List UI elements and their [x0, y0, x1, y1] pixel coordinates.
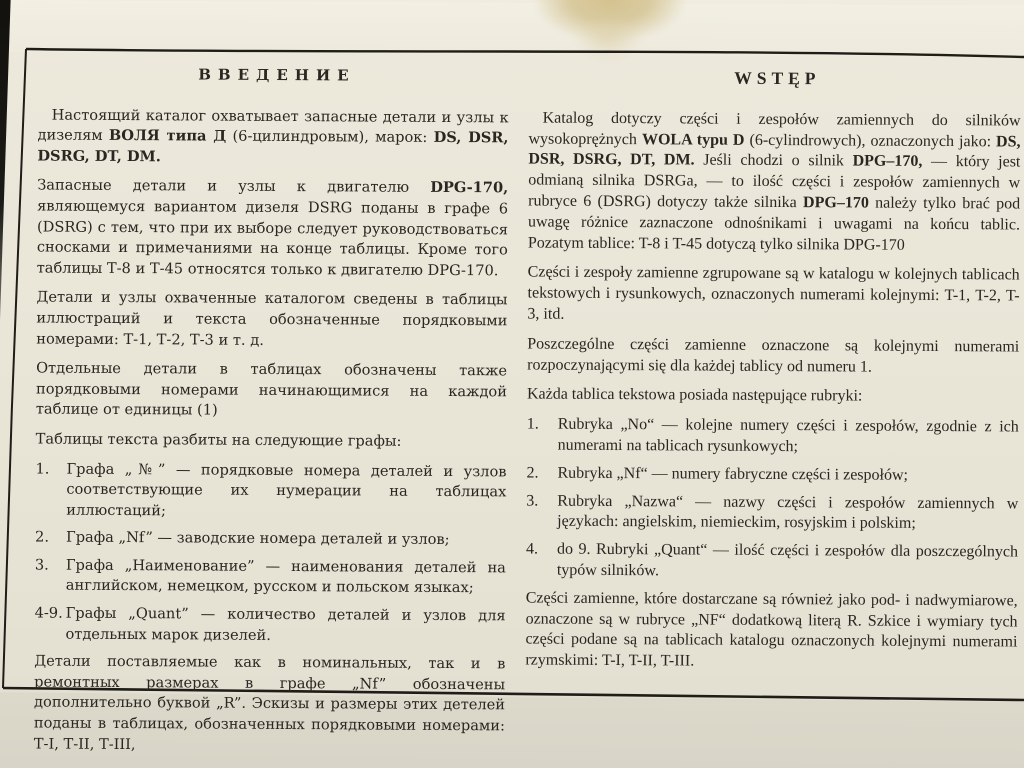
list-item-number: 1. — [35, 459, 50, 478]
list-item — [526, 463, 1018, 487]
list-item — [526, 491, 1018, 536]
list-item-text — [66, 557, 506, 597]
bold-text-run: DS, DSR, DSRG, DT, DM. — [37, 129, 509, 166]
bold-text-run: DPG-170, — [430, 179, 509, 197]
right-column-body — [525, 108, 1020, 674]
text-run: (6-цилиндровым), марок: — [226, 127, 434, 147]
list-item-text — [66, 529, 450, 548]
bold-text-run: DS, DSR, DSRG, DT, DM. — [528, 132, 1021, 169]
paragraph — [36, 288, 507, 353]
left-column-body — [34, 105, 509, 757]
list-item-number: 1. — [526, 415, 539, 433]
text-run: Графы „Quant” — количество деталей и узлов для отдельных марок дизелей. — [65, 604, 506, 644]
list-item-text — [558, 416, 1019, 455]
list-item-number: 3. — [34, 556, 49, 574]
text-run: Запасные детали и узлы к двигателю — [37, 176, 431, 197]
paragraph — [527, 385, 1019, 409]
left-column-russian — [34, 59, 509, 766]
text-run: Katalog dotyczy części i zespołów zamiennych do silników wysokoprężnych — [528, 109, 1021, 148]
paragraph — [36, 359, 507, 424]
paragraph — [37, 105, 508, 170]
left-column-title: ВВЕДЕНИЕ — [198, 65, 356, 85]
list-item — [526, 540, 1018, 585]
text-run: Rubryka „No“ — kolejne numery części i zespołów, zgodnie z ich numerami na tablicach rysunkowych; — [557, 415, 1019, 456]
text-run: — który jest odmianą silnika DSRGa, — to ilość części i zespołów zamiennych w rubryce 6 (DSRG) dotyczy także silnika — [528, 153, 1021, 212]
bold-text-run: ВОЛЯ типа Д — [108, 127, 227, 145]
text-run: Графа „Nf” — заводские номера деталей и узлов; — [66, 528, 450, 549]
paragraph — [37, 176, 509, 282]
paragraph — [527, 263, 1019, 328]
right-column-title: WSTĘP — [734, 67, 821, 89]
list-item-number: 4. — [525, 540, 539, 558]
paragraph — [527, 334, 1019, 379]
text-run: do 9. Rubryki „Quant“ — ilość części i zespołów dla poszczególnych typów silników. — [556, 540, 1019, 580]
text-run: Rubryka „Nf“ — numery fabryczne części i zespołów; — [557, 464, 909, 484]
paragraph — [528, 108, 1021, 257]
list-item-text — [557, 464, 908, 483]
list-item — [35, 555, 506, 599]
text-run: Таблицы текста разбиты на следующие графы: — [35, 430, 402, 450]
text-run: należy tylko brać pod uwagę różnice zaznaczone odnośnikami i uwagami na końcu tablic. Pozatym tablice: T-8 i T-45 dotyczą tylko silnika DPG-170 — [527, 194, 1021, 254]
bold-text-run: DPG–170, — [852, 152, 923, 171]
list-item-number: 2. — [526, 464, 539, 482]
list-item-number: 3. — [526, 492, 539, 510]
bold-text-run: WOLA typu D — [641, 130, 745, 149]
text-run: Графа „№” — порядковые номера деталей и узлов соответствующие их нумерации на таблицах иллюстаций; — [66, 460, 507, 519]
text-run: Jeśli chodzi o silnik — [694, 151, 853, 170]
text-run: являющемуся вариантом дизеля DSRG поданы в графе 6 (DSRG) с тем, что при их выборе следует руководствоваться сносками и примечаниями на конце таблицы. Кроме того таблицы Т-8 и Т-45 относятся только к двигателю DPG-170. — [36, 197, 509, 280]
bold-text-run: DPG–170 — [803, 194, 869, 212]
paragraph — [34, 652, 506, 758]
text-run: Rubryka „Nazwa“ — nazwy części i zespołów zamiennych w językach: angielskim, niemieckim, rosyjskim i polskim; — [557, 492, 1019, 533]
list-item — [34, 604, 505, 648]
text-run: Настоящий каталог охватывает запасные детали и узлы к дизелям — [37, 106, 509, 145]
paragraph — [525, 588, 1017, 674]
text-run: Poszczególne części zamienne oznaczone są kolejnymi numerami rozpoczynającymi się dla każdej tablicy od numeru 1. — [527, 335, 1020, 376]
text-run: Детали и узлы охваченные каталогом сведены в таблицы иллюстраций и текста обозначенные порядковыми номерами: Т-1, Т-2, Т-3 и т. д. — [36, 288, 508, 349]
text-run: Детали поставляемые как в номинальных, так и в ремонтных размерах в графе „Nf” обозначены дополнительно буквой „R”. Эскизы и размеры этих детелей поданы в таблицах, обозначенных порядковыми номерами: Т-I, Т-II, Т-III, — [33, 652, 506, 753]
list-item — [527, 415, 1019, 460]
list-item-number: 4-9. — [34, 604, 63, 622]
list-item — [35, 459, 506, 524]
list-item-text — [65, 605, 505, 644]
right-column-polish — [525, 62, 1021, 683]
text-run: Отдельные детали в таблицах обозначены также порядковыми номерами начинающимися на каждой таблице от единицы (1) — [35, 359, 508, 419]
text-run: Графа „Наименование” — наименования деталей на английском, немецком, русском и польском языках; — [65, 556, 506, 597]
list-item — [35, 528, 506, 551]
list-item-number: 2. — [35, 528, 50, 546]
text-run: Każda tablica tekstowa posiada następujące rubryki: — [526, 385, 863, 405]
text-run: Części i zespoły zamienne zgrupowane są w katalogu w kolejnych tablicach tekstowych i rysunkowych, oznaczonych numerami kolejnymi: T-1, T-2, T-3, itd. — [527, 263, 1020, 323]
list-item-text — [557, 541, 1018, 579]
text-run: Części zamienne, które dostarczane są również jako pod- i nadwymiarowe, oznaczone są w rubryce „NF“ dodatkową literą R. Szkice i wymiary tych części podane są na tablicach katalogu oznaczonych kolejnymi numerami rzymskimi: T-I, T-II, T-III. — [525, 589, 1018, 670]
list-item-text — [66, 460, 506, 519]
text-run: (6-cylindrowych), oznaczonych jako: — [744, 131, 997, 150]
paragraph — [36, 429, 507, 452]
list-item-text — [557, 492, 1018, 532]
